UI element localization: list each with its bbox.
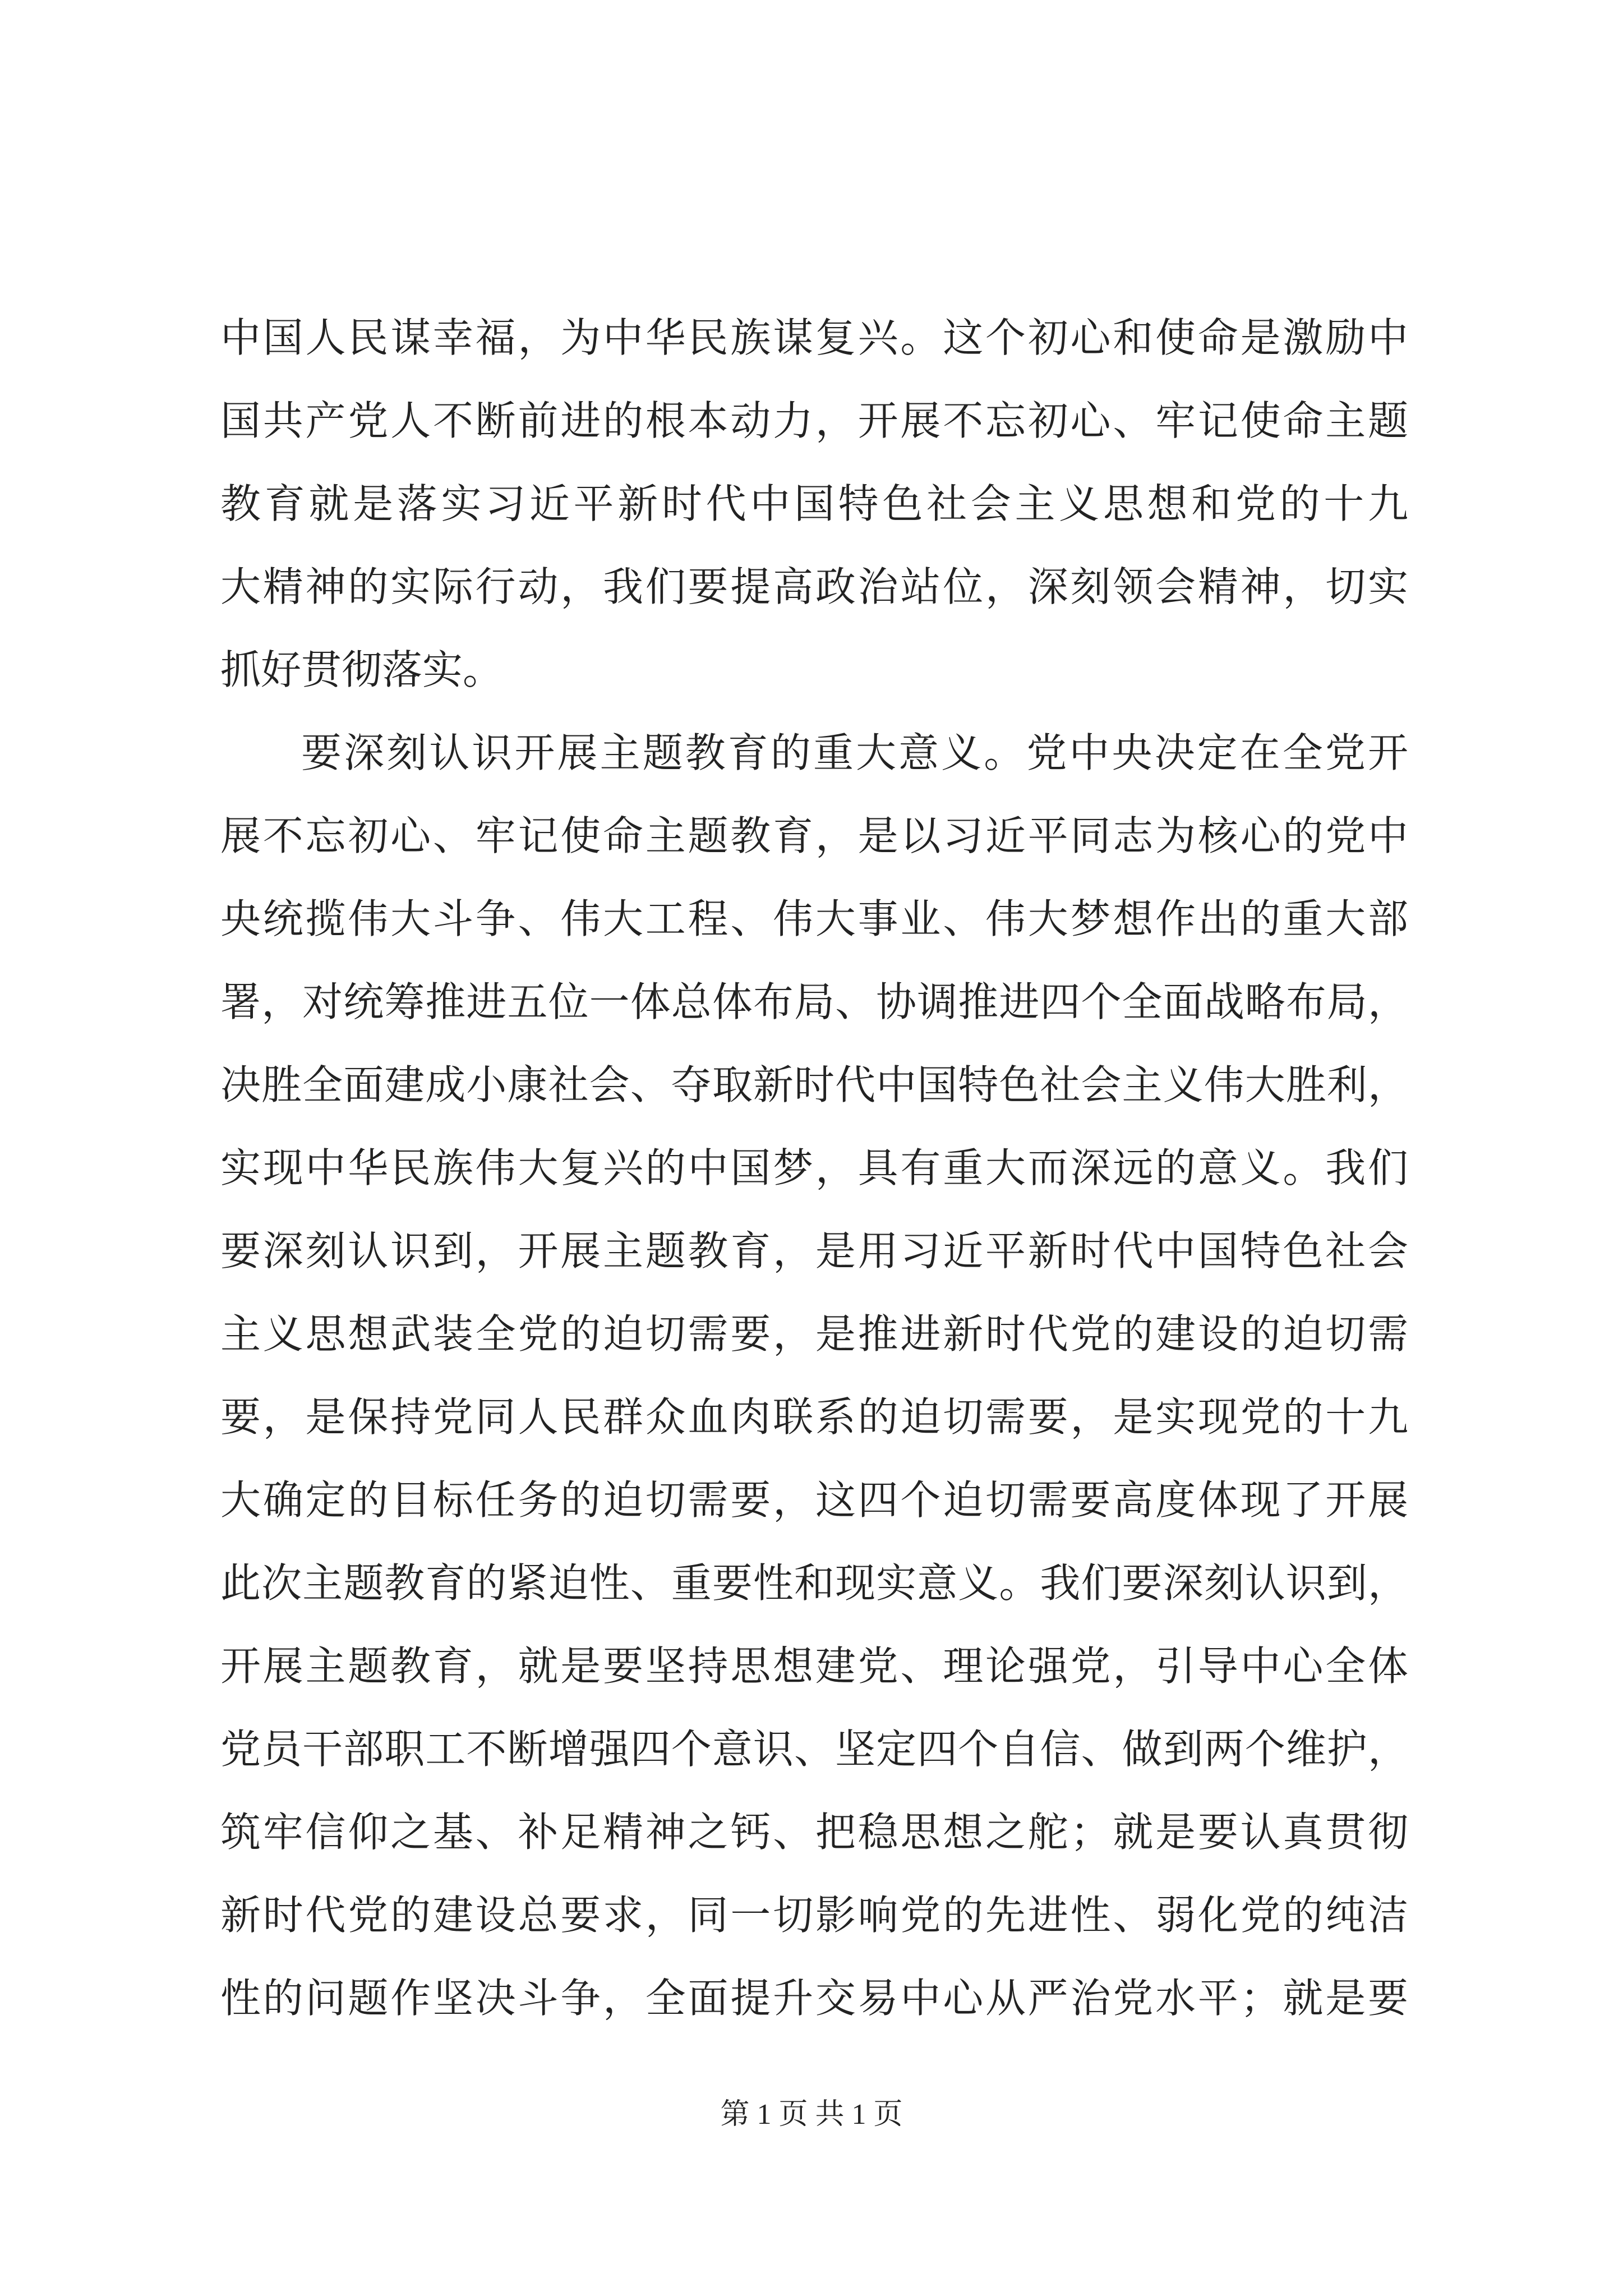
text-line: 大精神的实际行动，我们要提高政治站位，深刻领会精神，切实 <box>220 563 1408 610</box>
text-line: 性的问题作坚决斗争，全面提升交易中心从严治党水平；就是要 <box>220 1975 1408 2022</box>
text-line: 署，对统筹推进五位一体总体布局、协调推进四个全面战略布局， <box>220 978 1408 1025</box>
text-line: 筑牢信仰之基、补足精神之钙、把稳思想之舵；就是要认真贯彻 <box>220 1809 1408 1856</box>
text-line: 开展主题教育，就是要坚持思想建党、理论强党，引导中心全体 <box>220 1642 1408 1690</box>
text-line: 决胜全面建成小康社会、夺取新时代中国特色社会主义伟大胜利， <box>220 1061 1408 1108</box>
text-line: 实现中华民族伟大复兴的中国梦，具有重大而深远的意义。我们 <box>220 1144 1408 1191</box>
text-line: 教育就是落实习近平新时代中国特色社会主义思想和党的十九 <box>220 480 1408 527</box>
text-line: 展不忘初心、牢记使命主题教育，是以习近平同志为核心的党中 <box>220 812 1408 859</box>
text-line: 要，是保持党同人民群众血肉联系的迫切需要，是实现党的十九 <box>220 1393 1408 1441</box>
text-line: 中国人民谋幸福，为中华民族谋复兴。这个初心和使命是激励中 <box>220 314 1408 361</box>
text-line: 要深刻认识开展主题教育的重大意义。党中央决定在全党开 <box>301 729 1408 776</box>
text-line: 主义思想武装全党的迫切需要，是推进新时代党的建设的迫切需 <box>220 1310 1408 1358</box>
page-footer: 第 1 页 共 1 页 <box>720 2099 903 2131</box>
body-text <box>220 296 1408 2040</box>
text-line: 央统揽伟大斗争、伟大工程、伟大事业、伟大梦想作出的重大部 <box>220 895 1408 942</box>
text-line: 大确定的目标任务的迫切需要，这四个迫切需要高度体现了开展 <box>220 1476 1408 1524</box>
text-line: 要深刻认识到，开展主题教育，是用习近平新时代中国特色社会 <box>220 1227 1408 1274</box>
text-line: 国共产党人不断前进的根本动力，开展不忘初心、牢记使命主题 <box>220 397 1408 444</box>
text-line: 此次主题教育的紧迫性、重要性和现实意义。我们要深刻认识到， <box>220 1559 1408 1607</box>
text-line: 党员干部职工不断增强四个意识、坚定四个自信、做到两个维护， <box>220 1726 1408 1773</box>
text-line: 新时代党的建设总要求，同一切影响党的先进性、弱化党的纯洁 <box>220 1892 1408 1939</box>
text-line: 抓好贯彻落实。 <box>220 646 504 693</box>
